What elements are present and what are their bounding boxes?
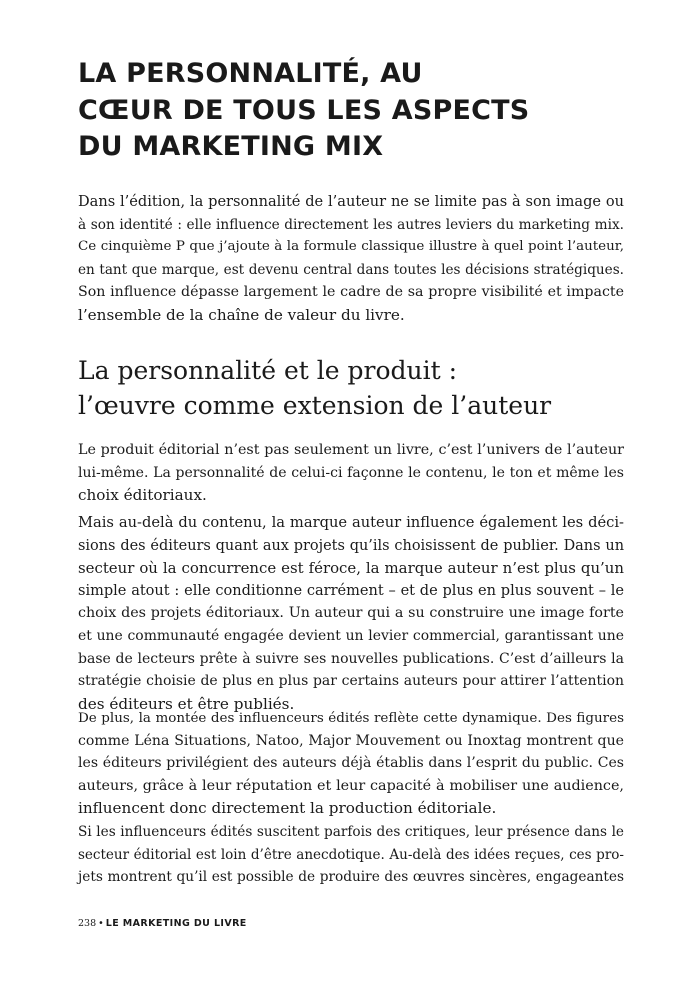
page-footer xyxy=(78,918,247,930)
book-page xyxy=(78,0,624,986)
text-line: stratégie choisie de plus en plus par certains auteurs pour attirer l’attention xyxy=(78,673,624,690)
text-line: Mais au-delà du contenu, la marque auteur influence également les déci- xyxy=(78,514,624,531)
body-paragraph xyxy=(78,439,624,507)
chapter-title-line: LA PERSONNALITÉ, AU xyxy=(78,58,423,89)
text-line: à son identité : elle influence directement les autres leviers du marketing mix. xyxy=(78,216,624,233)
running-title: LE MARKETING DU LIVRE xyxy=(105,918,247,929)
page-number: 238 xyxy=(78,918,97,929)
text-line: des éditeurs et être publiés. xyxy=(78,694,295,713)
text-line: choix éditoriaux. xyxy=(78,486,207,505)
text-line: Le produit éditorial n’est pas seulement un livre, c’est l’univers de l’auteur xyxy=(78,442,624,458)
text-line: secteur éditorial est loin d’être anecdotique. Au-delà des idées reçues, ces pro- xyxy=(78,846,624,863)
text-line: les éditeurs privilégient des auteurs déjà établis dans l’esprit du public. Ces xyxy=(78,755,624,772)
text-line: Ce cinquième P que j’ajoute à la formule classique illustre à quel point l’auteur, xyxy=(78,239,624,255)
text-line: influencent donc directement la production éditoriale. xyxy=(78,799,497,818)
footer-separator: • xyxy=(98,918,104,929)
body-paragraph xyxy=(78,707,624,820)
text-line: comme Léna Situations, Natoo, Major Mouvement ou Inoxtag montrent que xyxy=(78,732,624,749)
text-line: en tant que marque, est devenu central dans toutes les décisions stratégiques. xyxy=(78,261,624,278)
body-paragraph xyxy=(78,512,624,715)
text-line: De plus, la montée des influenceurs édités reflète cette dynamique. Des figures xyxy=(78,710,624,726)
text-line: Si les influenceurs édités suscitent parfois des critiques, leur présence dans le xyxy=(78,824,624,840)
text-line: base de lecteurs prête à suivre ses nouvelles publications. C’est d’ailleurs la xyxy=(78,650,624,667)
text-line: lui-même. La personnalité de celui-ci façonne le contenu, le ton et même les xyxy=(78,464,624,481)
text-line: sions des éditeurs quant aux projets qu’ils choisissent de publier. Dans un xyxy=(78,537,624,554)
text-line: Son influence dépasse largement le cadre de sa propre visibilité et impacte xyxy=(78,284,624,301)
body-paragraph xyxy=(78,821,624,889)
text-line: Dans l’édition, la personnalité de l’auteur ne se limite pas à son image ou xyxy=(78,193,624,210)
chapter-title xyxy=(78,56,624,166)
text-line: l’ensemble de la chaîne de valeur du livre. xyxy=(78,305,405,324)
intro-paragraph xyxy=(78,191,624,327)
text-line: choix des projets éditoriaux. Un auteur qui a su construire une image forte xyxy=(78,605,624,622)
chapter-title-line: CŒUR DE TOUS LES ASPECTS xyxy=(78,94,530,126)
section-title xyxy=(78,354,624,423)
text-line: simple atout : elle conditionne carrément – et de plus en plus souvent – le xyxy=(78,582,624,599)
text-line: secteur où la concurrence est féroce, la marque auteur n’est plus qu’un xyxy=(78,559,624,578)
section-title-line: La personnalité et le produit : xyxy=(78,356,458,385)
text-line: et une communauté engagée devient un levier commercial, garantissant une xyxy=(78,627,624,644)
chapter-title-line: DU MARKETING MIX xyxy=(78,131,384,162)
text-line: auteurs, grâce à leur réputation et leur capacité à mobiliser une audience, xyxy=(78,777,624,794)
section-title-line: l’œuvre comme extension de l’auteur xyxy=(78,390,552,420)
text-line: jets montrent qu’il est possible de produire des œuvres sincères, engageantes xyxy=(78,869,624,886)
